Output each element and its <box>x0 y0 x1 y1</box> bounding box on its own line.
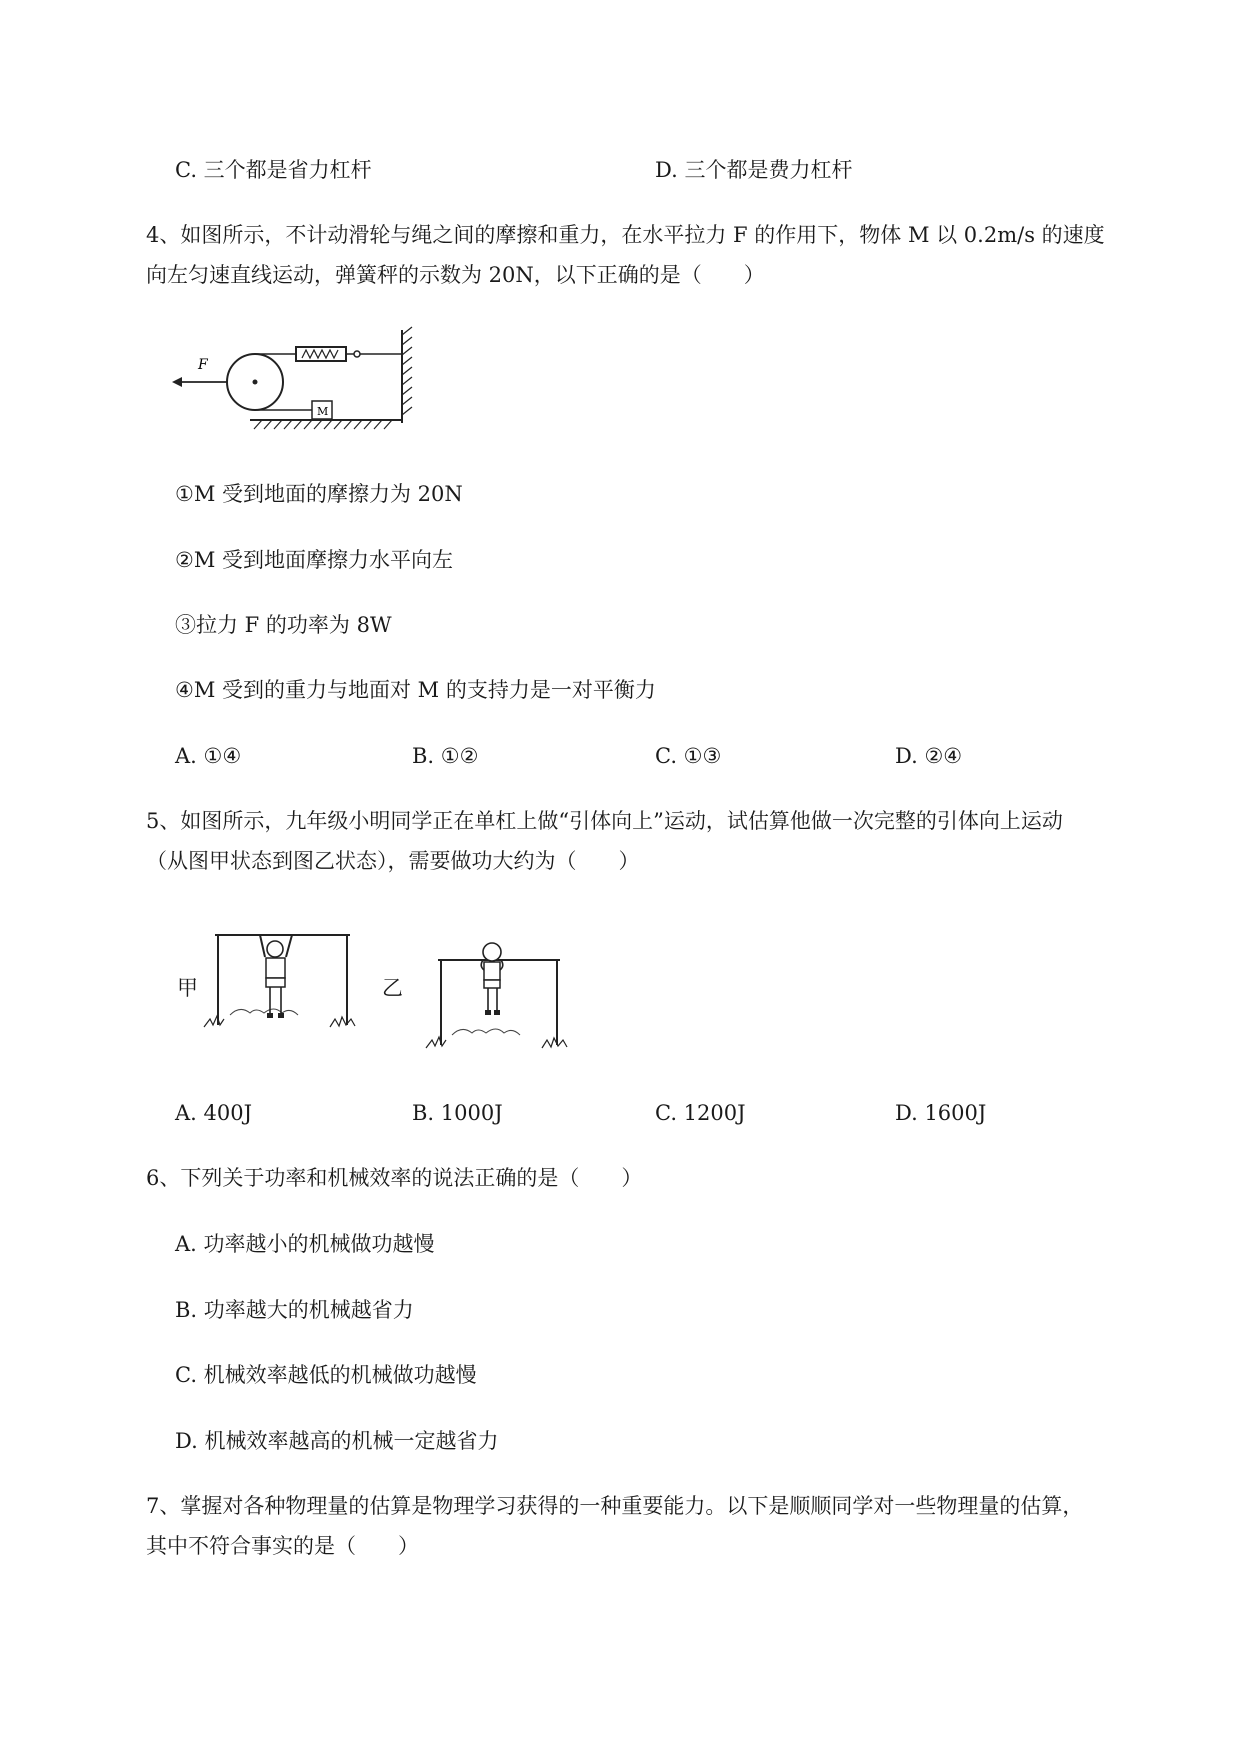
person-head <box>267 941 283 957</box>
q4-option-a[interactable]: A. ①④ <box>175 744 242 768</box>
q6-option-d[interactable]: D. 机械效率越高的机械一定越省力 <box>175 1429 499 1453</box>
grass <box>426 1037 567 1048</box>
arrow-head-icon <box>172 377 182 387</box>
q5-option-c[interactable]: C. 1200J <box>655 1101 746 1125</box>
ground-scribble <box>452 1029 520 1035</box>
ground-scribble <box>230 1009 298 1015</box>
q5-stem-line2: （从图甲状态到图乙状态），需要做功大约为（ ） <box>146 849 640 873</box>
q7-stem-line1: 7、掌握对各种物理量的估算是物理学习获得的一种重要能力。以下是顺顺同学对一些物理量的估算， <box>146 1494 1084 1518</box>
q4-statement-4: ④M 受到的重力与地面对 M 的支持力是一对平衡力 <box>175 678 656 702</box>
q5-stem-line1: 5、如图所示，九年级小明同学正在单杠上做“引体向上”运动，试估算他做一次完整的引体向上运动 <box>146 809 1063 833</box>
q4-statement-2: ②M 受到地面摩擦力水平向左 <box>175 548 454 572</box>
q4-option-c[interactable]: C. ①③ <box>655 744 722 768</box>
q5-option-a[interactable]: A. 400J <box>175 1101 253 1125</box>
q7-stem-line2: 其中不符合事实的是（ ） <box>146 1534 419 1558</box>
block-label: M <box>317 405 329 418</box>
wall-hatch <box>402 327 412 415</box>
q5-option-b[interactable]: B. 1000J <box>412 1101 503 1125</box>
figure-label-jia: 甲 <box>177 976 198 1000</box>
q6-option-c[interactable]: C. 机械效率越低的机械做功越慢 <box>175 1363 477 1387</box>
person-body <box>266 958 285 978</box>
q6-option-b[interactable]: B. 功率越大的机械越省力 <box>175 1298 414 1322</box>
q4-option-d[interactable]: D. ②④ <box>895 744 963 768</box>
person-body <box>484 962 500 980</box>
pulley-diagram <box>170 325 420 435</box>
person-head <box>483 943 501 961</box>
q4-statement-3: ③拉力 F 的功率为 8W <box>175 613 392 637</box>
q4-option-b[interactable]: B. ①② <box>412 744 479 768</box>
spring-hook <box>354 351 360 357</box>
pullup-figure-jia <box>200 925 365 1045</box>
q3-option-d[interactable]: D. 三个都是费力杠杆 <box>655 158 853 182</box>
pullup-figure-yi <box>420 920 585 1055</box>
figure-label-yi: 乙 <box>382 976 403 1000</box>
q5-option-d[interactable]: D. 1600J <box>895 1101 987 1125</box>
q6-stem: 6、下列关于功率和机械效率的说法正确的是（ ） <box>146 1166 643 1190</box>
q4-stem-line2: 向左匀速直线运动，弹簧秤的示数为 20N，以下正确的是（ ） <box>146 263 765 287</box>
ground-hatch <box>254 420 392 429</box>
force-label: F <box>198 357 208 373</box>
q4-statement-1: ①M 受到地面的摩擦力为 20N <box>175 482 463 506</box>
q4-stem-line1: 4、如图所示，不计动滑轮与绳之间的摩擦和重力，在水平拉力 F 的作用下，物体 M 以 0.2m/s 的速度 <box>146 223 1105 247</box>
q3-option-c[interactable]: C. 三个都是省力杠杆 <box>175 158 372 182</box>
q6-option-a[interactable]: A. 功率越小的机械做功越慢 <box>175 1232 435 1256</box>
pulley-axle <box>253 380 258 385</box>
